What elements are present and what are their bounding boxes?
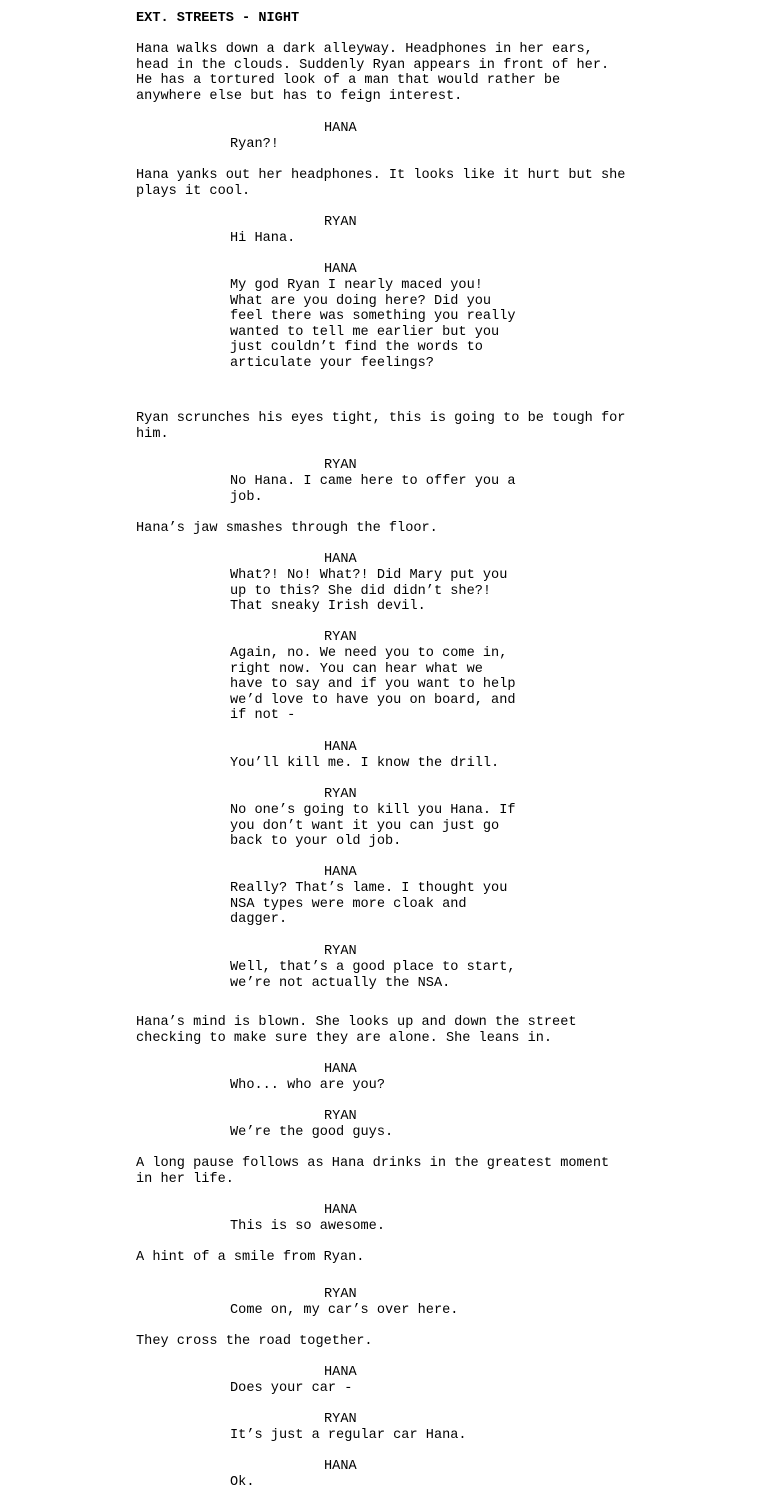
- character-name: HANA: [324, 1459, 357, 1474]
- dialogue: Who... who are you?: [230, 1078, 385, 1093]
- character-name: HANA: [324, 740, 357, 755]
- character-name: HANA: [324, 1062, 357, 1077]
- character-name: RYAN: [324, 215, 357, 230]
- dialogue: We’re the good guys.: [230, 1125, 394, 1140]
- dialogue: Hi Hana.: [230, 231, 296, 246]
- dialogue: What?! No! What?! Did Mary put you up to this? She did didn’t she?! That sneaky Irish devil.: [230, 568, 508, 615]
- dialogue: No one’s going to kill you Hana. If you don’t want it you can just go back to your old job.: [230, 803, 516, 850]
- action-line: A hint of a smile from Ryan.: [136, 1250, 365, 1265]
- dialogue: It’s just a regular car Hana.: [230, 1428, 467, 1443]
- character-name: RYAN: [324, 458, 357, 473]
- dialogue: Does your car -: [230, 1381, 353, 1396]
- character-name: HANA: [324, 1365, 357, 1380]
- character-name: HANA: [324, 865, 357, 880]
- character-name: HANA: [324, 1203, 357, 1218]
- action-line: Hana yanks out her headphones. It looks like it hurt but she plays it cool.: [136, 168, 626, 199]
- character-name: HANA: [324, 552, 357, 567]
- action-line: Ryan scrunches his eyes tight, this is going to be tough for him.: [136, 411, 626, 442]
- action-line: A long pause follows as Hana drinks in the greatest moment in her life.: [136, 1156, 610, 1187]
- dialogue: Come on, my car’s over here.: [230, 1303, 459, 1318]
- action-line: Hana walks down a dark alleyway. Headphones in her ears, head in the clouds. Suddenly Ryan appears in front of her. He has a tortured look of a man that would rather be anywhere else but has to feign interest.: [136, 42, 610, 104]
- character-name: HANA: [324, 121, 357, 136]
- scene-heading: EXT. STREETS - NIGHT: [136, 11, 300, 26]
- action-line: Hana’s mind is blown. She looks up and down the street checking to make sure they are alone. She leans in.: [136, 1015, 577, 1046]
- dialogue: Ryan?!: [230, 137, 279, 152]
- character-name: RYAN: [324, 1109, 357, 1124]
- action-line: They cross the road together.: [136, 1334, 373, 1349]
- character-name: HANA: [324, 262, 357, 277]
- character-name: RYAN: [324, 787, 357, 802]
- character-name: RYAN: [324, 1412, 357, 1427]
- character-name: RYAN: [324, 630, 357, 645]
- character-name: RYAN: [324, 1287, 357, 1302]
- dialogue: No Hana. I came here to offer you a job.: [230, 474, 516, 505]
- dialogue: You’ll kill me. I know the drill.: [230, 756, 500, 771]
- dialogue: Really? That’s lame. I thought you NSA types were more cloak and dagger.: [230, 881, 508, 928]
- action-line: Hana’s jaw smashes through the floor.: [136, 521, 438, 536]
- dialogue: This is so awesome.: [230, 1219, 385, 1234]
- character-name: RYAN: [324, 944, 357, 959]
- dialogue: Well, that’s a good place to start, we’re not actually the NSA.: [230, 960, 516, 991]
- dialogue: Again, no. We need you to come in, right now. You can hear what we have to say and if you want to help we’d love to have you on board, and if not -: [230, 646, 516, 724]
- dialogue: Ok.: [230, 1475, 255, 1490]
- dialogue: My god Ryan I nearly maced you! What are you doing here? Did you feel there was something you really wanted to tell me earlier but you just couldn’t find the words to articulate your feelings?: [230, 278, 516, 371]
